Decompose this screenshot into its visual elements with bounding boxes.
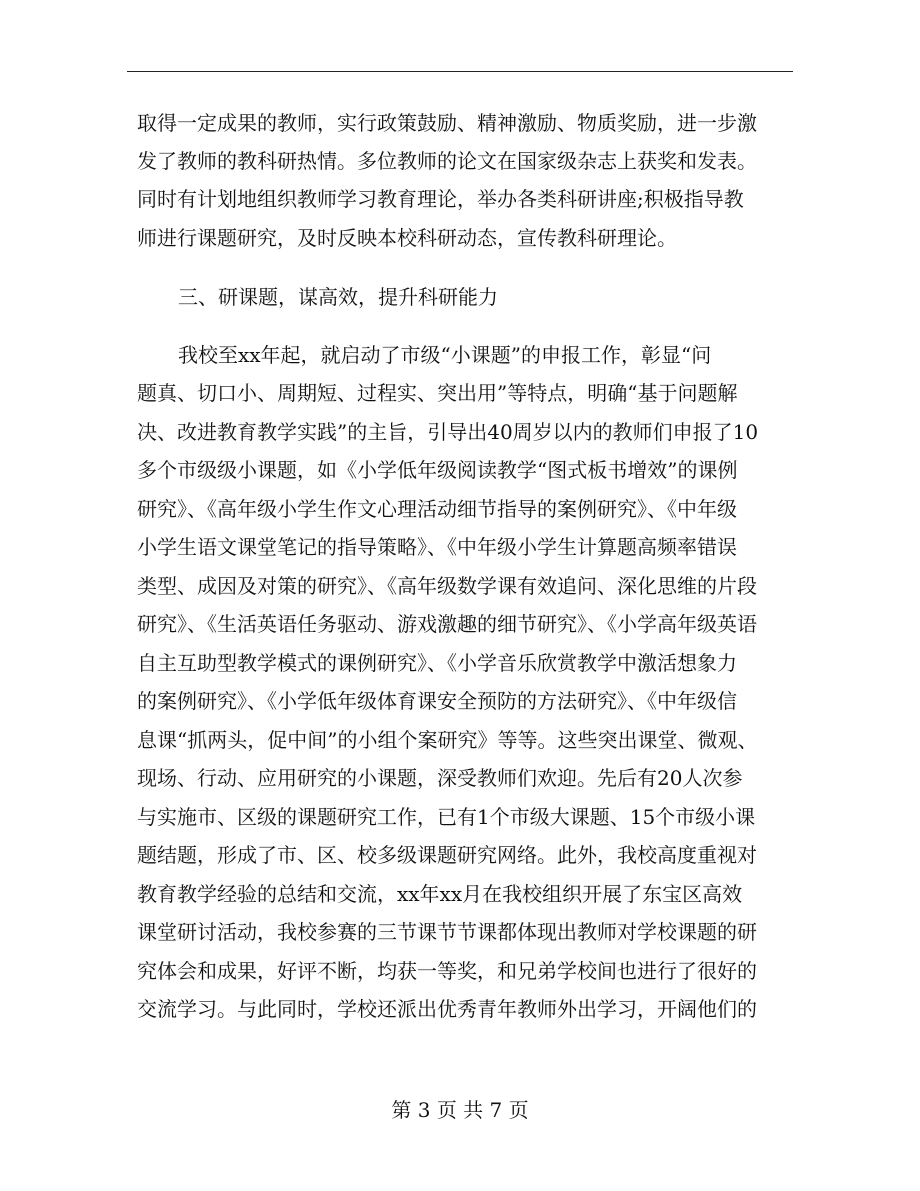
- text-line-12: 类型、成因及对策的研究》、《高年级数学课有效追问、深化思维的片段: [137, 574, 757, 598]
- text-line-16: 息课“抓两头，促中间”的小组个案研究》等等。这些突出课堂、微观、: [137, 728, 758, 752]
- text-line-2: 发了教师的教科研热情。多位教师的论文在国家级杂志上获奖和发表。: [137, 149, 757, 173]
- text-line-1: 取得一定成果的教师，实行政策鼓励、精神激励、物质奖励，进一步激: [137, 111, 757, 135]
- text-line-4: 师进行课题研究，及时反映本校科研动态，宣传教科研理论。: [137, 226, 677, 250]
- text-line-21: 课堂研讨活动，我校参赛的三节课节节课都体现出教师对学校课题的研: [137, 920, 757, 944]
- text-line-11: 小学生语文课堂笔记的指导策略》、《中年级小学生计算题高频率错误: [137, 535, 737, 559]
- text-line-10: 研究》、《高年级小学生作文心理活动细节指导的案例研究》、《中年级: [137, 497, 737, 521]
- text-line-3: 同时有计划地组织教师学习教育理论，举办各类科研讲座;积极指导教: [137, 187, 744, 211]
- text-line-13: 研究》、《生活英语任务驱动、游戏激趣的细节研究》、《小学高年级英语: [137, 612, 757, 636]
- text-line-23: 交流学习。与此同时，学校还派出优秀青年教师外出学习，开阔他们的: [137, 997, 757, 1021]
- text-line-17: 现场、行动、应用研究的小课题，深受教师们欢迎。先后有20人次参: [137, 766, 743, 790]
- section-heading: 三、研课题，谋高效，提升科研能力: [178, 285, 498, 309]
- text-line-14: 自主互助型教学模式的课例研究》、《小学音乐欣赏教学中激活想象力: [137, 651, 737, 675]
- text-line-9: 多个市级级小课题，如《小学低年级阅读教学“图式板书增效”的课例: [137, 458, 738, 482]
- text-line-15: 的案例研究》、《小学低年级体育课安全预防的方法研究》、《中年级信: [137, 689, 737, 713]
- text-line-22: 究体会和成果，好评不断，均获一等奖，和兄弟学校间也进行了很好的: [137, 959, 757, 983]
- page-footer: 第 3 页 共 7 页: [391, 1098, 529, 1122]
- header-rule: [127, 71, 793, 72]
- text-line-7: 题真、切口小、周期短、过程实、突出用”等特点，明确“基于问题解: [137, 381, 738, 405]
- text-line-20: 教育教学经验的总结和交流，xx年xx月在我校组织开展了东宝区高效: [137, 882, 743, 906]
- text-line-19: 题结题，形成了市、区、校多级课题研究网络。此外，我校高度重视对: [137, 843, 757, 867]
- text-line-18: 与实施市、区级的课题研究工作，已有1个市级大课题、15个市级小课: [137, 805, 756, 829]
- text-line-8: 决、改进教育教学实践”的主旨，引导出40周岁以内的教师们申报了10: [137, 420, 759, 444]
- paragraph-start: 我校至xx年起，就启动了市级“小课题”的申报工作，彰显“问: [178, 343, 712, 367]
